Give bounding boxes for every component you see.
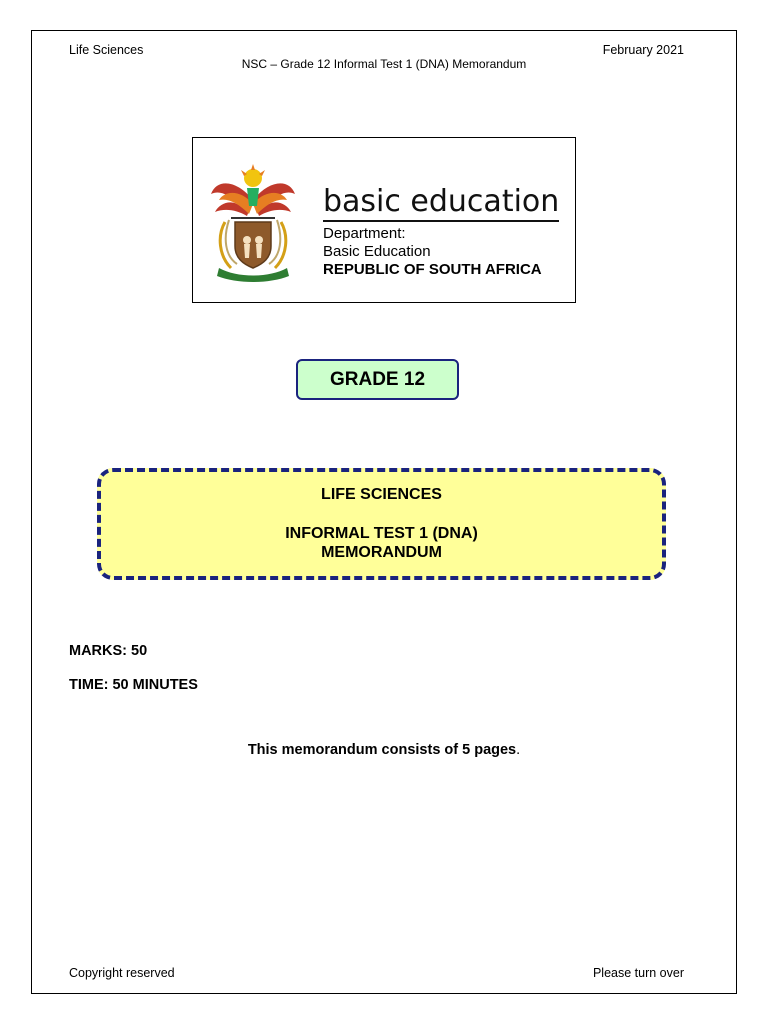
footer-copyright: Copyright reserved — [69, 966, 175, 980]
coat-of-arms-icon — [207, 160, 299, 284]
document-type: MEMORANDUM — [321, 544, 442, 561]
department-name: Basic Education — [323, 243, 431, 260]
brand-underline — [323, 220, 559, 222]
subject-panel — [97, 468, 666, 580]
page-count-text: This memorandum consists of 5 pages — [247, 742, 517, 758]
time-allowed: TIME: 50 MINUTES — [69, 677, 198, 693]
header-date: February 2021 — [602, 43, 684, 57]
brand-name: basic education — [323, 184, 560, 219]
department-logo — [192, 137, 576, 303]
page-count-period: . — [516, 742, 521, 758]
header-subject: Life Sciences — [69, 43, 144, 57]
department-label: Department: — [323, 225, 406, 242]
test-title: INFORMAL TEST 1 (DNA) — [285, 525, 478, 542]
subject-title: LIFE SCIENCES — [321, 486, 442, 503]
page-count-note — [0, 742, 768, 758]
header-title: NSC – Grade 12 Informal Test 1 (DNA) Memorandum — [241, 57, 527, 71]
grade-badge: GRADE 12 — [296, 359, 459, 400]
footer-turn-over: Please turn over — [592, 966, 684, 980]
marks-total: MARKS: 50 — [69, 643, 148, 659]
country-name: REPUBLIC OF SOUTH AFRICA — [323, 261, 542, 278]
